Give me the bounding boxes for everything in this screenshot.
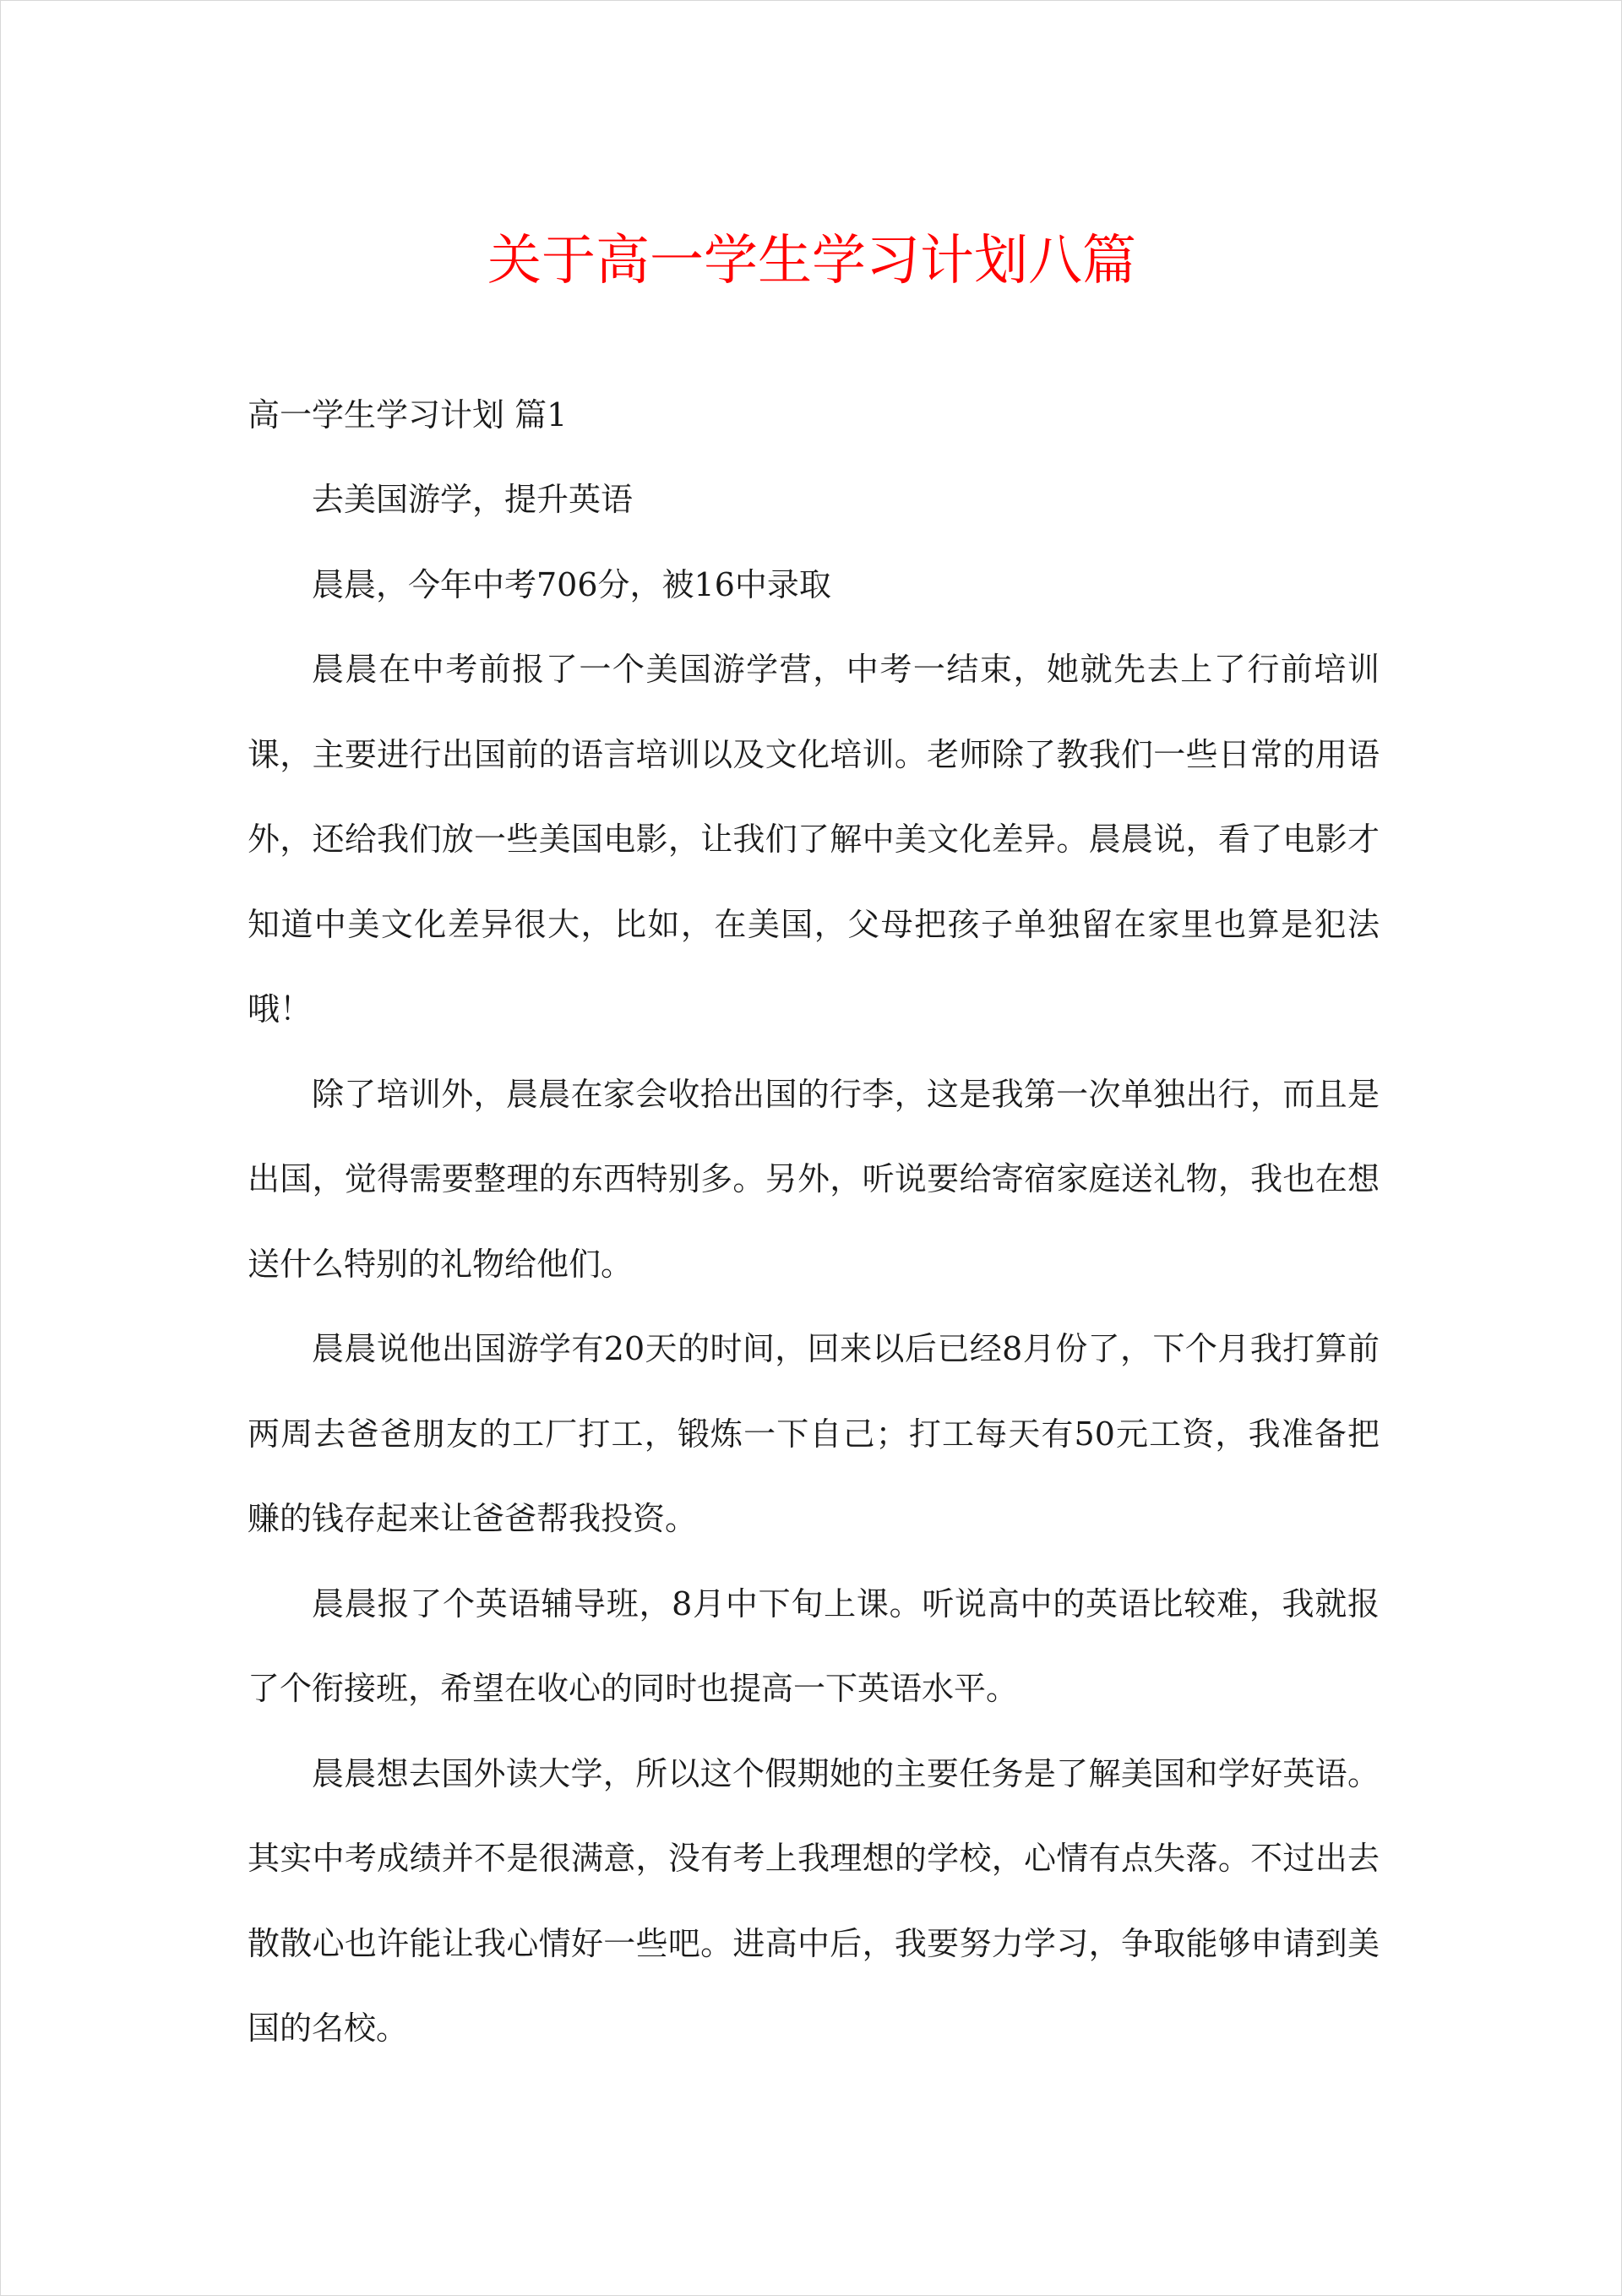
paragraph: 晨晨在中考前报了一个美国游学营，中考一结束，她就先去上了行前培训课，主要进行出国前的语言培训以及文化培训。老师除了教我们一些日常的用语外，还给我们放一些美国电影，让我们了解中美文化差异。晨晨说，看了电影才知道中美文化差异很大，比如，在美国，父母把孩子单独留在家里也算是犯法哦！: [248, 651, 1380, 1028]
paragraph: 晨晨想去国外读大学，所以这个假期她的主要任务是了解美国和学好英语。其实中考成绩并不是很满意，没有考上我理想的学校，心情有点失落。不过出去散散心也许能让我心情好一些吧。进高中后，我要努力学习，争取能够申请到美国的名校。: [248, 1754, 1380, 2047]
paragraph: 除了培训外，晨晨在家会收拾出国的行李，这是我第一次单独出行，而且是出国，觉得需要整理的东西特别多。另外，听说要给寄宿家庭送礼物，我也在想送什么特别的礼物给他们。: [248, 1075, 1380, 1283]
section-heading: 高一学生学习计划 篇1: [248, 396, 568, 434]
paragraph-subtitle: 去美国游学，提升英语: [312, 481, 634, 518]
document-body: [248, 373, 1380, 2071]
document-title: 关于高一学生学习计划八篇: [487, 230, 1136, 292]
paragraph: 晨晨说他出国游学有20天的时间，回来以后已经8月份了，下个月我打算前两周去爸爸朋友的工厂打工，锻炼一下自己；打工每天有50元工资，我准备把赚的钱存起来让爸爸帮我投资。: [248, 1330, 1380, 1537]
paragraph-intro: 晨晨，今年中考706分，被16中录取: [312, 565, 831, 603]
paragraph: 晨晨报了个英语辅导班，8月中下旬上课。听说高中的英语比较难，我就报了个衔接班，希望在收心的同时也提高一下英语水平。: [248, 1584, 1380, 1707]
